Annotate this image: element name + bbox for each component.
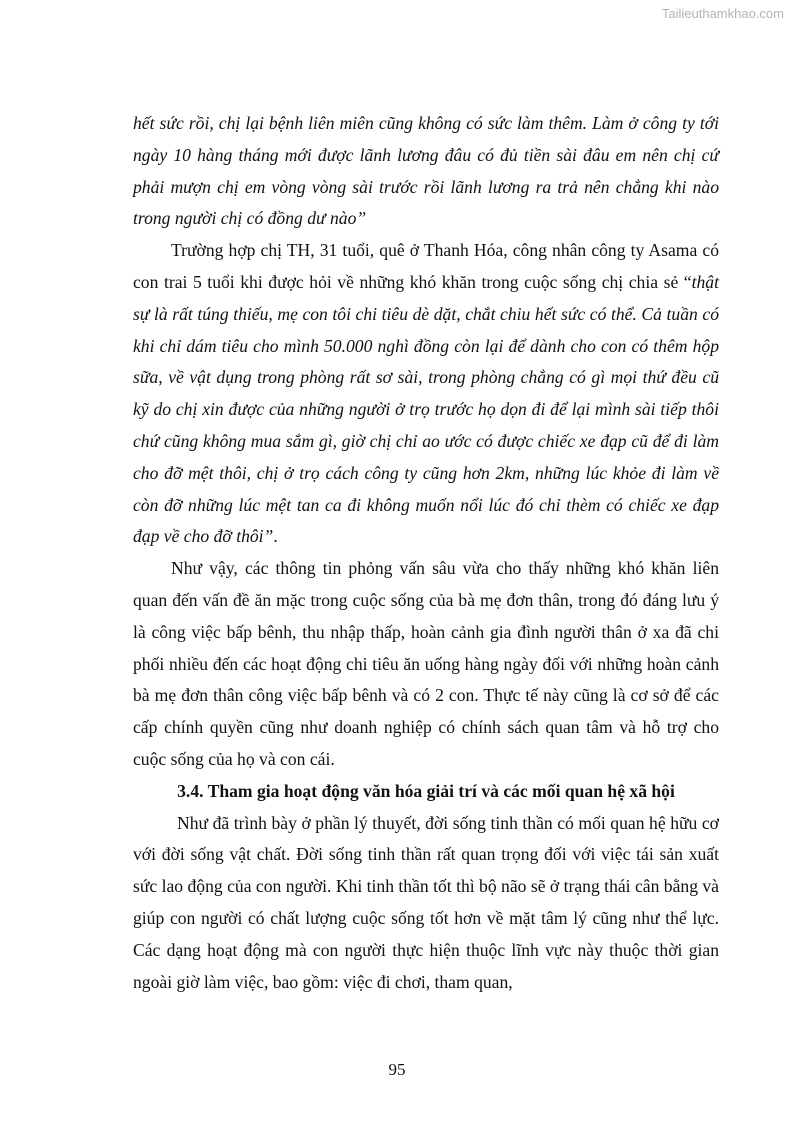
paragraph-quote-continuation: hết sức rồi, chị lại bệnh liên miên cũng không có sức làm thêm. Làm ở công ty tới ngày 10 hàng tháng mới được lãnh lương đâu có đủ tiền sài đâu em nên chị cứ phải mượn chị em vòng vòng sài trước rồi lãnh lương ra trả nên chẳng khi nào trong người chị có đồng dư nào” xyxy=(133,113,719,229)
document-body xyxy=(133,108,719,998)
watermark: Tailieuthamkhao.com xyxy=(661,6,784,21)
paragraph-case-th xyxy=(133,235,719,553)
paragraph-case-th-quote: thật sự là rất túng thiếu, mẹ con tôi chi tiêu dè dặt, chắt chiu hết sức có thể. Cả tuần có khi chỉ dám tiêu cho mình 50.000 nghì đồng còn lại để dành cho con có thêm hộp sữa, về vật dụng trong phòng rất sơ sài, trong phòng chẳng có gì mọi thứ đều cũ kỹ do chị xin được của những người ở trọ trước họ dọn đi để lại mình sài tiếp thôi chứ cũng không mua sắm gì, giờ chị chỉ ao ước có được chiếc xe đạp cũ để đi làm cho đỡ mệt thôi, chị ở trọ cách công ty cũng hơn 2km, những lúc khỏe đi làm về còn đỡ những lúc mệt tan ca đi không muốn nổi lúc đó chỉ thèm có chiếc xe đạp đạp về cho đỡ thôi” xyxy=(133,271,719,547)
paragraph-case-th-lead: Trường hợp chị TH, 31 tuổi, quê ở Thanh Hóa, công nhân công ty Asama có con trai 5 tuổi khi được hỏi về những khó khăn trong cuộc sống chị chia sẻ “ xyxy=(133,240,719,292)
page-number: 95 xyxy=(388,1060,406,1079)
section-heading: 3.4. Tham gia hoạt động văn hóa giải trí và các mối quan hệ xã hội xyxy=(177,780,675,801)
paragraph-case-th-end: . xyxy=(273,526,278,547)
paragraph-section-intro: Như đã trình bày ở phần lý thuyết, đời sống tinh thần có mối quan hệ hữu cơ với đời sống vật chất. Đời sống tinh thần rất quan trọng đối với việc tái sản xuất sức lao động của con người. Khi tinh thần tốt thì bộ não sẽ ở trạng thái cân bằng và giúp con người có chất lượng cuộc sống tốt hơn về mặt tâm lý cũng như thể lực. Các dạng hoạt động mà con người thực hiện thuộc lĩnh vực này thuộc thời gian ngoài giờ làm việc, bao gồm: việc đi chơi, tham quan, xyxy=(133,812,719,992)
paragraph-summary: Như vậy, các thông tin phỏng vấn sâu vừa cho thấy những khó khăn liên quan đến vấn đề ăn mặc trong cuộc sống của bà mẹ đơn thân, trong đó đáng lưu ý là công việc bấp bênh, thu nhập thấp, hoàn cảnh gia đình người thân ở xa đã chi phối nhiều đến các hoạt động chi tiêu ăn uống hàng ngày đối với những hoàn cảnh bà mẹ đơn thân công việc bấp bênh và có 2 con. Thực tế này cũng là cơ sở để các cấp chính quyền cũng như doanh nghiệp có chính sách quan tâm và hỗ trợ cho cuộc sống của họ và con cái. xyxy=(133,558,719,769)
